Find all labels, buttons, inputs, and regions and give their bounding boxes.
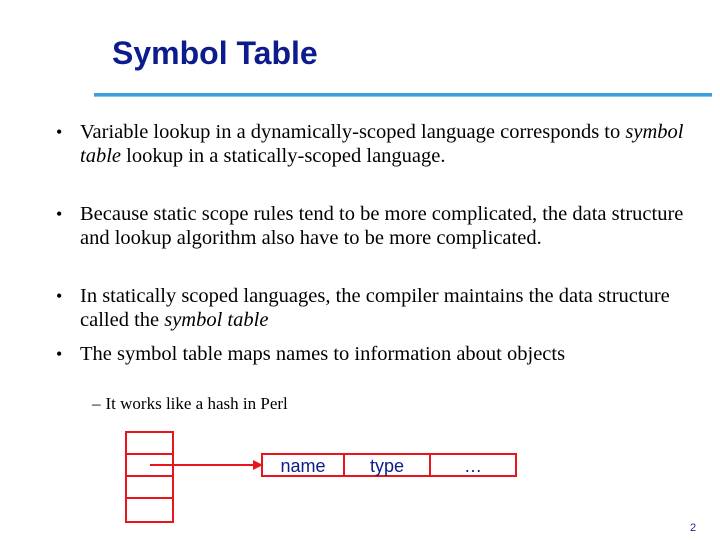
page-number: 2 (690, 522, 697, 534)
bullet-text: Because static scope rules tend to be more complicated, the data structure and lookup algorithm also have to be more complicated. (80, 203, 684, 249)
emphasized-term: symbol table (80, 121, 684, 167)
slide-title: Symbol Table (112, 35, 318, 71)
bullet-text-segment: Variable lookup in a dynamically-scoped language corresponds to (80, 121, 626, 143)
emphasized-term: symbol table (164, 309, 269, 331)
bullet-text-segment: In statically scoped languages, the compiler maintains the data structure called the (80, 285, 670, 331)
sub-bullet-dash: – (92, 394, 101, 413)
bullet-icon: • (56, 122, 63, 142)
bullet-icon: • (56, 204, 63, 224)
bullet-icon: • (56, 286, 63, 306)
record-label-more: … (464, 456, 482, 476)
bullet-icon: • (56, 344, 63, 364)
sub-bullet-text: It works like a hash in Perl (105, 394, 288, 413)
bullet-text: The symbol table maps names to information about objects (80, 343, 566, 365)
hash-buckets (126, 432, 173, 522)
record-label-type: type (369, 456, 405, 476)
bullet-text-segment: lookup in a statically-scoped language. (121, 145, 446, 167)
record-label-name: name (280, 456, 326, 476)
